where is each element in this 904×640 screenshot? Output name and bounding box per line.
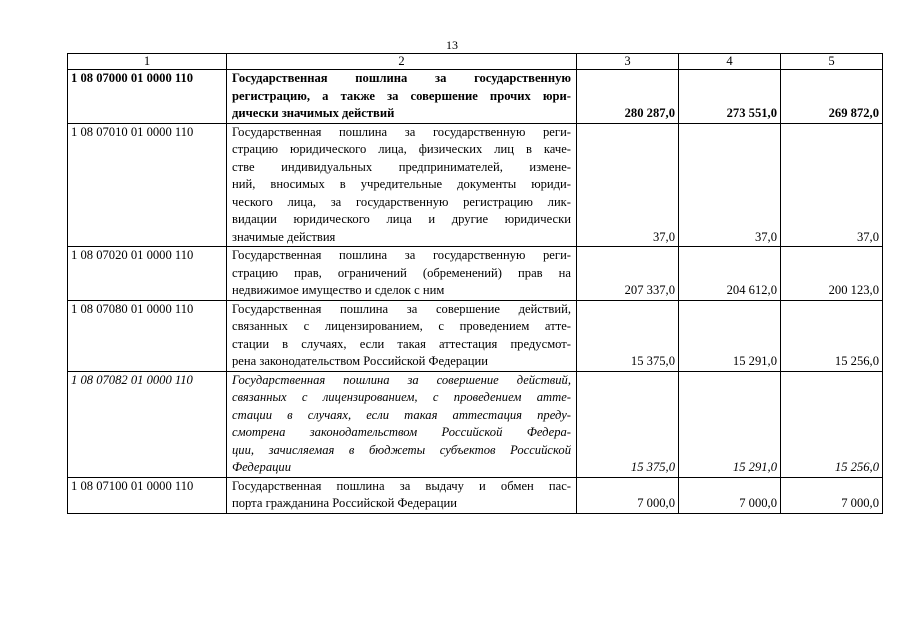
amount-cell-col4: 37,0 xyxy=(679,123,781,247)
budget-code-cell: 1 08 07010 01 0000 110 xyxy=(68,123,227,247)
revenue-table xyxy=(67,53,883,514)
description-line: Государственная пошлина за совершение действий, xyxy=(232,372,571,387)
table-row xyxy=(68,477,883,513)
description-cell xyxy=(227,300,577,371)
amount-cell-col4: 15 291,0 xyxy=(679,371,781,477)
column-header-1: 1 xyxy=(68,54,227,70)
description-line: регистрацию, а также за совершение прочих юри- xyxy=(232,88,571,103)
description-line: стации в случаях, если такая аттестация преду- xyxy=(232,407,571,422)
column-header-5: 5 xyxy=(781,54,883,70)
description-line: стации в случаях, если такая аттестация предусмот- xyxy=(232,336,571,351)
description-line: значимые действия xyxy=(232,229,336,244)
amount-cell-col5: 269 872,0 xyxy=(781,70,883,124)
column-header-3: 3 xyxy=(577,54,679,70)
budget-code-cell: 1 08 07000 01 0000 110 xyxy=(68,70,227,124)
description-line: Государственная пошлина за совершение действий, xyxy=(232,301,571,316)
description-line: связанных с лицензированием, с проведением атте- xyxy=(232,319,571,333)
budget-code-cell: 1 08 07100 01 0000 110 xyxy=(68,477,227,513)
description-line: видации юридического лица и другие юридически xyxy=(232,212,571,226)
amount-cell-col5: 7 000,0 xyxy=(781,477,883,513)
budget-code-cell: 1 08 07020 01 0000 110 xyxy=(68,247,227,301)
amount-cell-col3: 280 287,0 xyxy=(577,70,679,124)
column-header-row xyxy=(68,54,883,70)
description-line: Государственная пошлина за государственную xyxy=(232,71,571,85)
description-line: связанных с лицензированием, с проведением атте- xyxy=(232,390,571,404)
description-line: дически значимых действий xyxy=(232,106,395,120)
amount-cell-col3: 207 337,0 xyxy=(577,247,679,301)
table-row xyxy=(68,300,883,371)
amount-cell-col3: 15 375,0 xyxy=(577,371,679,477)
description-line: Федерации xyxy=(232,460,292,474)
description-line: Государственная пошлина за выдачу и обмен пас- xyxy=(232,478,571,493)
budget-code-cell: 1 08 07082 01 0000 110 xyxy=(68,371,227,477)
column-header-2: 2 xyxy=(227,54,577,70)
description-line: страцию юридического лица, физических лиц в каче- xyxy=(232,142,571,156)
amount-cell-col4: 15 291,0 xyxy=(679,300,781,371)
description-cell xyxy=(227,371,577,477)
description-line: стве индивидуальных предпринимателей, измене- xyxy=(232,159,571,174)
amount-cell-col4: 204 612,0 xyxy=(679,247,781,301)
amount-cell-col5: 15 256,0 xyxy=(781,371,883,477)
column-header-4: 4 xyxy=(679,54,781,70)
description-cell xyxy=(227,70,577,124)
description-line: Государственная пошлина за государственную реги- xyxy=(232,124,571,139)
page-number: 13 xyxy=(446,38,458,52)
description-line: страцию прав, ограничений (обременений) прав на xyxy=(232,265,571,280)
description-line: недвижимое имущество и сделок с ним xyxy=(232,283,445,297)
table-row xyxy=(68,123,883,247)
amount-cell-col3: 37,0 xyxy=(577,123,679,247)
amount-cell-col5: 15 256,0 xyxy=(781,300,883,371)
description-cell xyxy=(227,477,577,513)
description-line: ческого лица, за государственную регистрацию лик- xyxy=(232,194,571,209)
description-cell xyxy=(227,123,577,247)
amount-cell-col4: 273 551,0 xyxy=(679,70,781,124)
description-cell xyxy=(227,247,577,301)
amount-cell-col5: 37,0 xyxy=(781,123,883,247)
amount-cell-col4: 7 000,0 xyxy=(679,477,781,513)
description-line: порта гражданина Российской Федерации xyxy=(232,496,457,510)
description-line: Государственная пошлина за государственную реги- xyxy=(232,248,571,262)
description-line: смотрена законодательством Российской Федера- xyxy=(232,425,571,439)
amount-cell-col5: 200 123,0 xyxy=(781,247,883,301)
amount-cell-col3: 15 375,0 xyxy=(577,300,679,371)
table-row xyxy=(68,371,883,477)
table-row xyxy=(68,247,883,301)
description-line: ний, вносимых в учредительные документы юриди- xyxy=(232,177,571,191)
description-line: ции, зачисляемая в бюджеты субъектов Российской xyxy=(232,442,571,457)
table-row xyxy=(68,70,883,124)
description-line: рена законодательством Российской Федерации xyxy=(232,354,488,368)
amount-cell-col3: 7 000,0 xyxy=(577,477,679,513)
budget-code-cell: 1 08 07080 01 0000 110 xyxy=(68,300,227,371)
